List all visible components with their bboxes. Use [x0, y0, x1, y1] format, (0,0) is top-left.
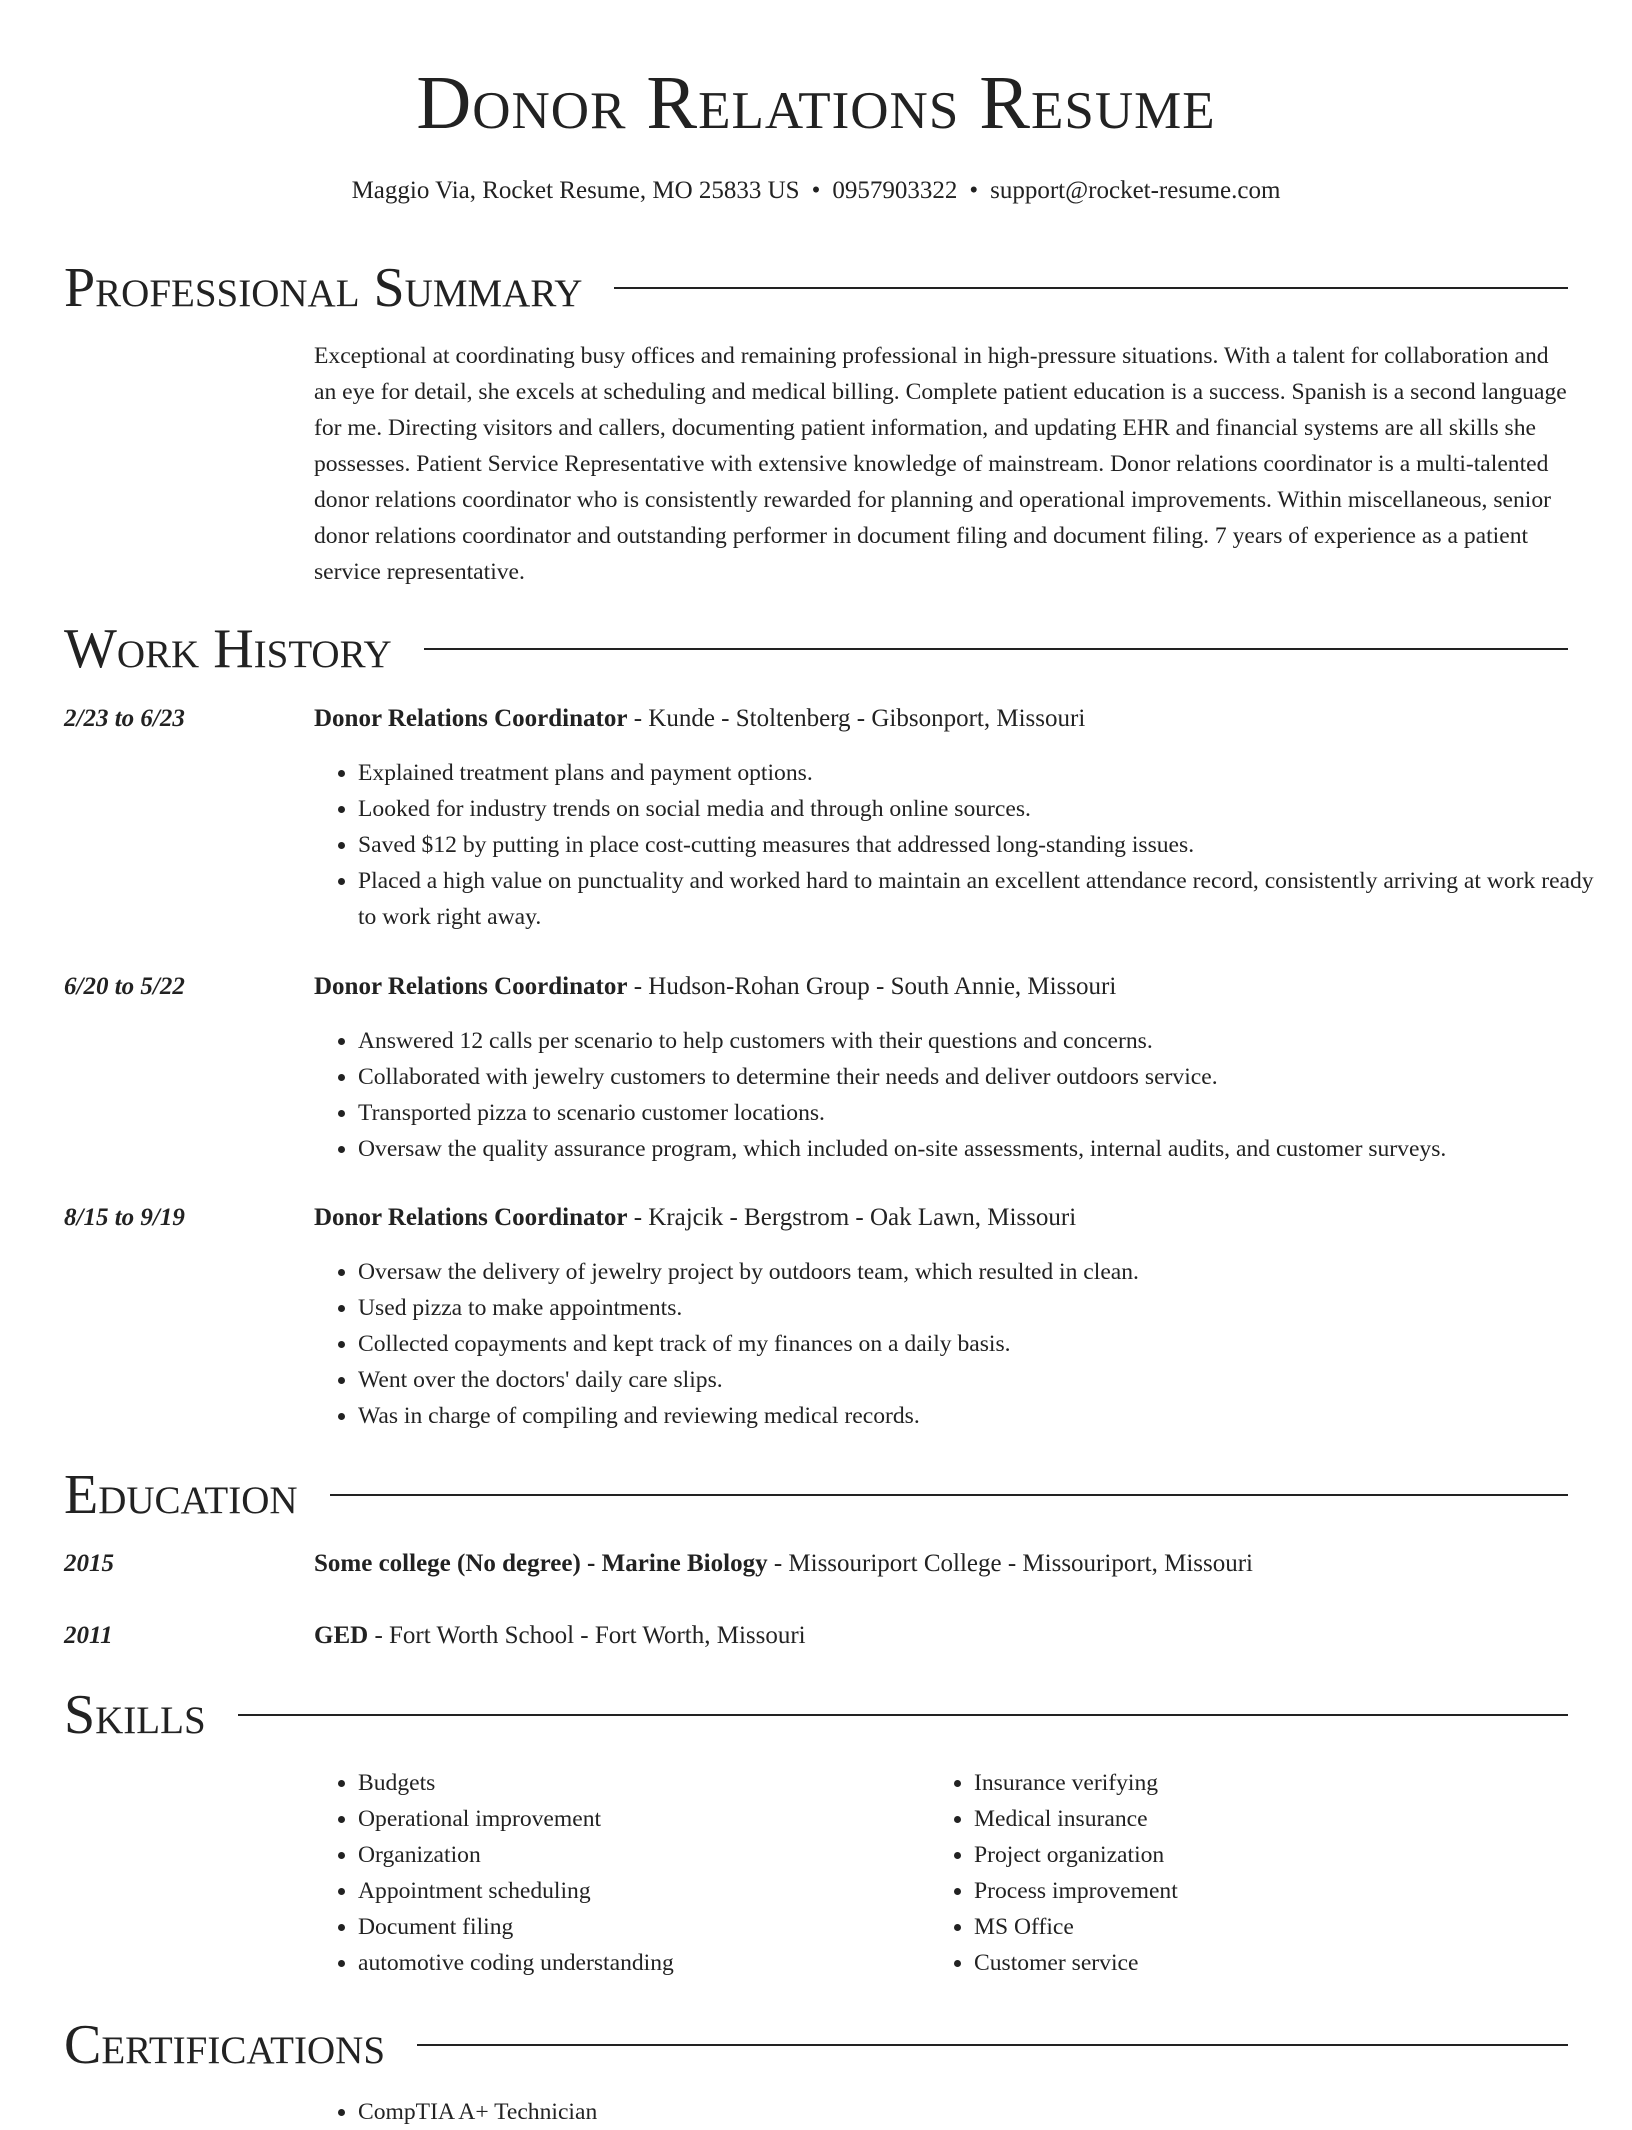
section-divider [424, 648, 1568, 650]
section-title-summary: Professional Summary [64, 257, 583, 319]
job-dates: 8/15 to 9/19 [64, 1204, 185, 1231]
section-header-education [64, 1460, 1568, 1530]
education-degree: Some college (No degree) - Marine Biology [314, 1550, 768, 1577]
job-title-line [314, 1201, 1076, 1235]
list-item: • Explained treatment plans and payment options. [358, 755, 1612, 791]
contact-line [0, 174, 1632, 208]
contact-separator: • [969, 177, 979, 204]
certification-item: • CompTIA A+ Technician [358, 2094, 1612, 2130]
education-year: 2011 [64, 1622, 113, 1649]
list-item: • Collected copayments and kept track of my finances on a daily basis. [358, 1326, 1612, 1362]
section-header-certifications [64, 2010, 1568, 2080]
list-item: • Was in charge of compiling and reviewing medical records. [358, 1398, 1612, 1434]
education-degree: GED [314, 1622, 369, 1649]
job-title: Donor Relations Coordinator [314, 705, 628, 732]
skill-item: • Process improvement [974, 1873, 1534, 1909]
job-title: Donor Relations Coordinator [314, 973, 628, 1000]
skills-column-right [930, 1765, 1534, 1981]
education-year: 2015 [64, 1550, 114, 1577]
list-item: • Used pizza to make appointments. [358, 1290, 1612, 1326]
section-title-skills: Skills [64, 1684, 206, 1746]
section-divider [417, 2044, 1568, 2046]
skill-item: • MS Office [974, 1909, 1534, 1945]
job-title-line [314, 702, 1085, 736]
job-details: - Hudson-Rohan Group - South Annie, Missouri [627, 973, 1117, 1000]
contact-separator: • [811, 177, 821, 204]
job-dates: 6/20 to 5/22 [64, 973, 185, 1000]
job-dates: 2/23 to 6/23 [64, 705, 185, 732]
education-details: - Missouriport College - Missouriport, Missouri [767, 1550, 1253, 1577]
contact-address: Maggio Via, Rocket Resume, MO 25833 US [351, 177, 800, 204]
skill-item: • Appointment scheduling [358, 1873, 918, 1909]
job-bullets [314, 755, 1612, 935]
section-title-certifications: Certifications [64, 2014, 386, 2076]
section-divider [238, 1714, 1568, 1716]
job-details: - Kunde - Stoltenberg - Gibsonport, Missouri [627, 705, 1086, 732]
skill-item: • Budgets [358, 1765, 918, 1801]
job-details: - Krajcik - Bergstrom - Oak Lawn, Missouri [627, 1204, 1077, 1231]
section-divider [330, 1494, 1568, 1496]
contact-email: support@rocket-resume.com [990, 177, 1281, 204]
list-item: • Looked for industry trends on social media and through online sources. [358, 791, 1612, 827]
skills-column-left [314, 1765, 918, 1981]
list-item: • Saved $12 by putting in place cost-cutting measures that addressed long-standing issues. [358, 827, 1612, 863]
job-bullets [314, 1254, 1612, 1434]
education-line [314, 1619, 806, 1653]
skill-item: • Organization [358, 1837, 918, 1873]
list-item: • Oversaw the quality assurance program, which included on-site assessments, internal audits, and customer surveys. [358, 1131, 1612, 1167]
section-header-skills [64, 1680, 1568, 1750]
skill-item: • Project organization [974, 1837, 1534, 1873]
skill-item: • Operational improvement [358, 1801, 918, 1837]
certifications-bullets [314, 2094, 1612, 2130]
summary-text: Exceptional at coordinating busy offices and remaining professional in high-pressure situations. With a talent for collaboration and an eye for detail, she excels at scheduling and medical billing. Complete patient education is a success. Spanish is a second language for me. Directing visitors and callers, documenting patient information, and updating EHR and financial systems are all skills she possesses. Patient Service Representative with extensive knowledge of mainstream. Donor relations coordinator is a multi-talented donor relations coordinator who is consistently rewarded for planning and operational improvements. Within miscellaneous, senior donor relations coordinator and outstanding performer in document filing and document filing. 7 years of experience as a patient service representative. [314, 343, 1567, 585]
section-divider [614, 287, 1568, 289]
list-item: • Answered 12 calls per scenario to help customers with their questions and concerns. [358, 1023, 1612, 1059]
list-item: • Placed a high value on punctuality and worked hard to maintain an excellent attendance record, consistently arriving at work ready to work right away. [358, 863, 1612, 935]
resume-title: Donor Relations Resume [416, 61, 1216, 145]
skill-item: • Customer service [974, 1945, 1534, 1981]
section-title-education: Education [64, 1464, 298, 1526]
section-title-work: Work History [64, 618, 392, 680]
skill-item: • automotive coding understanding [358, 1945, 918, 1981]
skill-item: • Medical insurance [974, 1801, 1534, 1837]
list-item: • Went over the doctors' daily care slips. [358, 1362, 1612, 1398]
contact-phone: 0957903322 [832, 177, 958, 204]
section-header-work [64, 614, 1568, 684]
list-item: • Transported pizza to scenario customer locations. [358, 1095, 1612, 1131]
education-line [314, 1547, 1253, 1581]
skill-item: • Insurance verifying [974, 1765, 1534, 1801]
job-title-line [314, 970, 1116, 1004]
education-details: - Fort Worth School - Fort Worth, Missouri [368, 1622, 806, 1649]
section-header-summary [64, 253, 1568, 323]
job-title: Donor Relations Coordinator [314, 1204, 628, 1231]
skill-item: • Document filing [358, 1909, 918, 1945]
list-item: • Oversaw the delivery of jewelry project by outdoors team, which resulted in clean. [358, 1254, 1612, 1290]
list-item: • Collaborated with jewelry customers to determine their needs and deliver outdoors service. [358, 1059, 1612, 1095]
job-bullets [314, 1023, 1612, 1167]
